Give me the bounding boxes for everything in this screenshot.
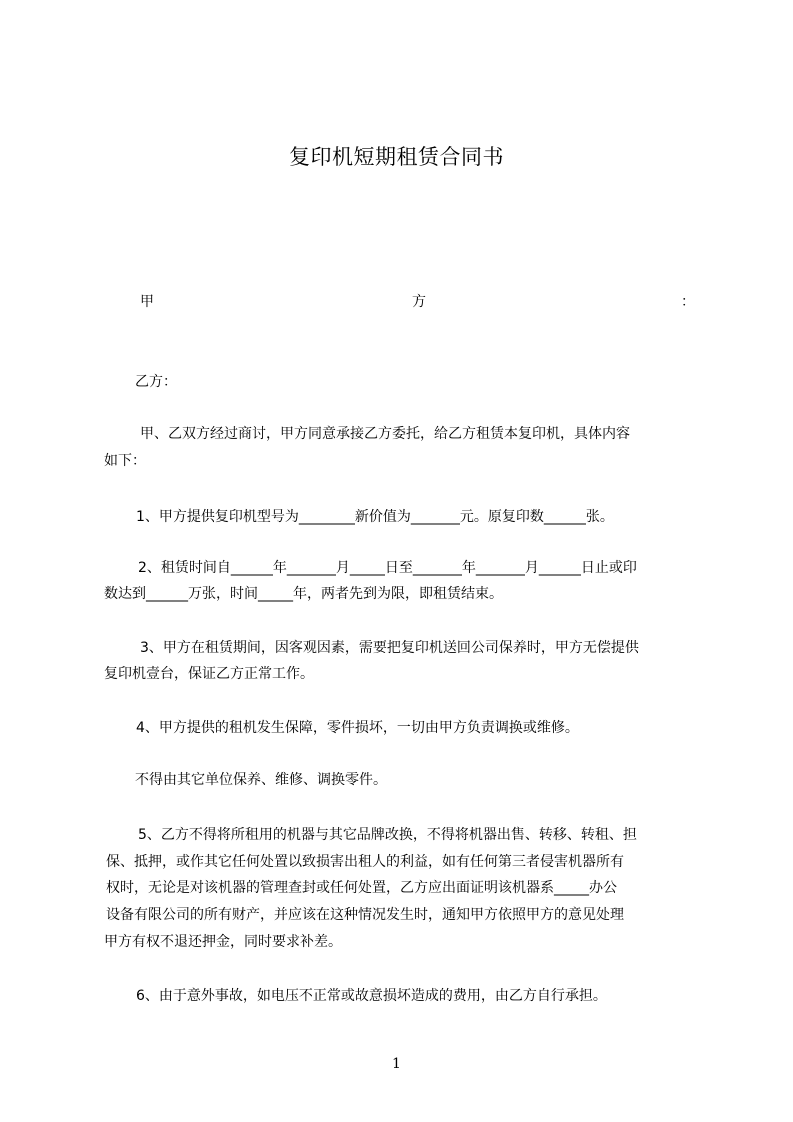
- party-a-char-2: 方: [412, 294, 426, 310]
- clause-5-line-2: 保、抵押，或作其它任何处置以致损害出租人的利益，如有任何第三者侵害机器所有: [106, 854, 624, 870]
- clause-2-line-2: 数达到______万张，时间_____年，两者先到为限，即租赁结束。: [104, 586, 503, 602]
- clause-4-line-1: 4、甲方提供的租机发生保障，零件损坏，一切由甲方负责调换或维修。: [136, 720, 579, 736]
- party-b-line: 乙方：: [135, 374, 177, 390]
- clause-5-line-1: 5、乙方不得将所租用的机器与其它品牌改换，不得将机器出售、转移、转租、担: [138, 827, 637, 843]
- clause-5-line-5: 甲方有权不退还押金，同时要求补差。: [104, 934, 342, 950]
- clause-2-line-1: 2、租赁时间自______年_______月_____日至_______年_______月______日止或印: [138, 560, 637, 576]
- clause-5-line-4: 设备有限公司的所有财产，并应该在这种情况发生时，通知甲方依照甲方的意见处理: [106, 907, 624, 923]
- clause-3-line-1: 3、甲方在租赁期间，因客观因素，需要把复印机送回公司保养时，甲方无偿提供: [140, 640, 639, 656]
- clause-5-line-3: 权时，无论是对该机器的管理查封或任何处置，乙方应出面证明该机器系_____办公: [106, 880, 617, 896]
- page-number: 1: [392, 1056, 401, 1072]
- clause-1: 1、甲方提供复印机型号为________新价值为_______元。原复印数______张。: [136, 509, 614, 525]
- intro-line-1: 甲、乙双方经过商讨，甲方同意承接乙方委托，给乙方租赁本复印机，具体内容: [140, 426, 630, 442]
- clause-4-line-2: 不得由其它单位保养、维修、调换零件。: [135, 772, 387, 788]
- party-a-line: [140, 290, 695, 314]
- party-a-char-1: 甲: [140, 294, 154, 310]
- document-title: 复印机短期租赁合同书: [289, 145, 504, 169]
- intro-line-2: 如下：: [104, 453, 146, 469]
- clause-3-line-2: 复印机壹台，保证乙方正常工作。: [104, 666, 314, 682]
- party-a-colon: ：: [681, 294, 695, 310]
- clause-6: 6、由于意外事故，如电压不正常或故意损坏造成的费用，由乙方自行承担。: [136, 988, 607, 1004]
